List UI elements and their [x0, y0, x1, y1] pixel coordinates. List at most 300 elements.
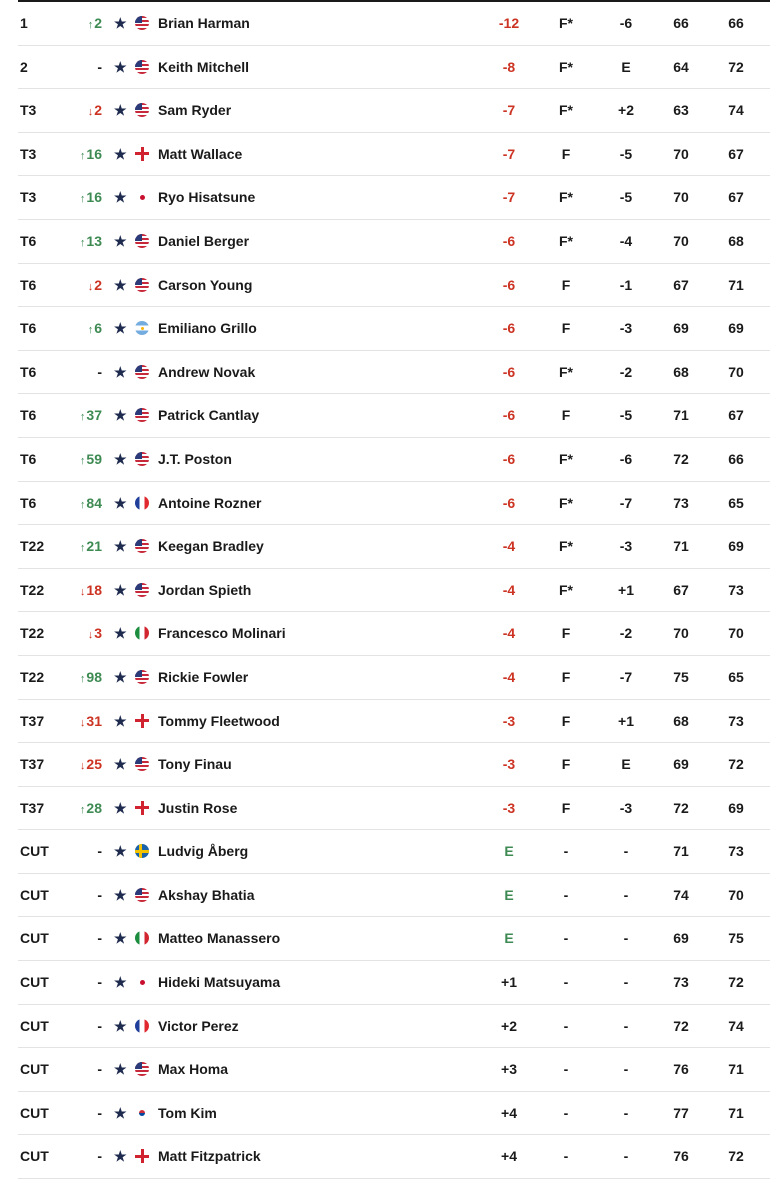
round-2-score: 71 [728, 276, 744, 293]
thru: F* [559, 494, 573, 511]
position-change [74, 874, 102, 916]
position-change [74, 830, 102, 872]
table-row[interactable] [18, 438, 770, 482]
usa-flag-icon [135, 60, 149, 74]
round-2-score: 72 [728, 756, 744, 773]
thru: F [561, 145, 571, 162]
eng-flag-icon [135, 801, 149, 815]
round-2-score: 67 [728, 407, 744, 424]
round-1-score: 75 [673, 668, 689, 685]
player-name[interactable]: Antoine Rozner [158, 494, 262, 511]
star-icon[interactable]: ★ [114, 668, 127, 685]
today-score: - [623, 974, 629, 991]
table-row[interactable] [18, 1135, 770, 1179]
position-change [74, 133, 102, 177]
table-row[interactable] [18, 394, 770, 438]
position: CUT [20, 974, 49, 991]
total-score: -4 [502, 668, 516, 685]
player-name[interactable]: Matt Fitzpatrick [158, 1148, 261, 1165]
table-row[interactable] [18, 89, 770, 133]
position-change [74, 264, 102, 308]
round-2-score: 69 [728, 799, 744, 816]
thru: F* [559, 538, 573, 555]
thru: F* [559, 232, 573, 249]
star-icon[interactable]: ★ [114, 1061, 127, 1078]
round-1-score: 71 [673, 407, 689, 424]
table-row[interactable] [18, 874, 770, 918]
round-1-score: 76 [673, 1148, 689, 1165]
position: T22 [20, 581, 45, 598]
arrow-up-icon: ↑ [79, 411, 86, 424]
jpn-flag-icon [135, 975, 149, 989]
position-change-value: - [97, 886, 102, 903]
star-icon[interactable]: ★ [114, 407, 127, 424]
leaderboard-table [18, 2, 770, 1179]
position-change [74, 525, 102, 569]
player-name[interactable]: Tommy Fleetwood [158, 712, 280, 729]
today-score: -5 [619, 145, 633, 162]
today-score: -2 [619, 363, 633, 380]
today-score: -7 [619, 494, 633, 511]
player-name[interactable]: Justin Rose [158, 799, 238, 816]
table-row[interactable] [18, 700, 770, 744]
arrow-down-icon: ↓ [79, 716, 86, 729]
today-score: - [623, 1017, 629, 1034]
round-2-score: 70 [728, 625, 744, 642]
position-change [74, 176, 102, 220]
round-2-score: 69 [728, 320, 744, 337]
star-icon[interactable]: ★ [114, 1148, 127, 1165]
today-score: -5 [619, 407, 633, 424]
position: T37 [20, 756, 45, 773]
position-change-value: 59 [86, 450, 102, 467]
round-2-score: 67 [728, 145, 744, 162]
player-name[interactable]: Brian Harman [158, 15, 250, 31]
table-row[interactable] [18, 351, 770, 395]
position-change [74, 220, 102, 264]
arrow-up-icon: ↑ [79, 542, 86, 555]
player-name[interactable]: Jordan Spieth [158, 581, 252, 598]
round-2-score: 72 [728, 974, 744, 991]
round-1-score: 68 [673, 712, 689, 729]
arrow-up-icon: ↑ [87, 324, 94, 337]
round-1-score: 72 [673, 1017, 689, 1034]
today-score: -6 [619, 450, 633, 467]
usa-flag-icon [135, 1062, 149, 1076]
star-icon[interactable]: ★ [114, 974, 127, 991]
round-1-score: 70 [673, 232, 689, 249]
arrow-up-icon: ↑ [79, 236, 86, 249]
round-2-score: 71 [728, 1104, 744, 1121]
position-change [74, 569, 102, 613]
round-2-score: 74 [728, 1017, 744, 1034]
position: T6 [20, 450, 37, 467]
today-score: -4 [619, 232, 633, 249]
position-change-value: 3 [94, 625, 102, 642]
player-name[interactable]: Hideki Matsuyama [158, 974, 281, 991]
thru: F* [559, 189, 573, 206]
table-row[interactable] [18, 569, 770, 613]
total-score: -4 [502, 538, 516, 555]
round-1-score: 68 [673, 363, 689, 380]
position: CUT [20, 1104, 49, 1121]
player-name[interactable]: Carson Young [158, 276, 253, 293]
player-name[interactable]: Patrick Cantlay [158, 407, 260, 424]
table-row[interactable] [18, 220, 770, 264]
position-change-value: - [97, 1104, 102, 1121]
position: 2 [20, 58, 28, 75]
table-row[interactable] [18, 830, 770, 874]
table-row[interactable] [18, 2, 770, 46]
round-1-score: 69 [673, 756, 689, 773]
thru: F* [559, 581, 573, 598]
round-2-score: 74 [728, 102, 744, 119]
today-score: - [623, 1061, 629, 1078]
table-row[interactable] [18, 1092, 770, 1136]
thru: F [561, 625, 571, 642]
arrow-up-icon: ↑ [79, 193, 86, 206]
table-row[interactable] [18, 656, 770, 700]
player-name[interactable]: Ludvig Åberg [158, 843, 249, 860]
thru: - [563, 1061, 569, 1078]
position: CUT [20, 886, 49, 903]
round-1-score: 67 [673, 276, 689, 293]
position-change [74, 46, 102, 88]
today-score: +1 [618, 712, 634, 729]
position: T22 [20, 538, 45, 555]
total-score: -4 [502, 581, 516, 598]
round-1-score: 64 [673, 58, 689, 75]
position-change [74, 961, 102, 1003]
star-icon[interactable]: ★ [114, 799, 127, 816]
table-row[interactable] [18, 1048, 770, 1092]
total-score: E [504, 930, 514, 947]
today-score: - [623, 886, 629, 903]
position: CUT [20, 1061, 49, 1078]
position: CUT [20, 1017, 49, 1034]
total-score: +2 [501, 1017, 517, 1034]
today-score: -7 [619, 668, 633, 685]
today-score: - [623, 1104, 629, 1121]
fra-flag-icon [135, 496, 149, 510]
position: CUT [20, 1148, 49, 1165]
round-1-score: 69 [673, 930, 689, 947]
total-score: -3 [502, 756, 516, 773]
total-score: E [504, 843, 514, 860]
today-score: +2 [618, 102, 634, 119]
total-score: -3 [502, 799, 516, 816]
position-change [74, 89, 102, 133]
position: T3 [20, 102, 37, 119]
arrow-up-icon: ↑ [79, 672, 86, 685]
star-icon[interactable]: ★ [114, 625, 127, 642]
total-score: -6 [502, 494, 516, 511]
player-name[interactable]: Rickie Fowler [158, 668, 249, 685]
player-name[interactable]: Tony Finau [158, 756, 232, 773]
round-1-score: 70 [673, 625, 689, 642]
position-change-value: 2 [94, 276, 102, 293]
position-change [74, 438, 102, 482]
star-icon[interactable]: ★ [114, 843, 127, 860]
position-change-value: 6 [94, 320, 102, 337]
eng-flag-icon [135, 147, 149, 161]
total-score: -6 [502, 363, 516, 380]
player-name[interactable]: Daniel Berger [158, 232, 250, 249]
today-score: E [621, 58, 631, 75]
table-row[interactable] [18, 133, 770, 177]
today-score: -1 [619, 276, 633, 293]
player-name[interactable]: Matteo Manassero [158, 930, 281, 947]
thru: - [563, 886, 569, 903]
table-row[interactable] [18, 264, 770, 308]
today-score: -5 [619, 189, 633, 206]
round-2-score: 69 [728, 538, 744, 555]
star-icon[interactable]: ★ [114, 930, 127, 947]
star-icon[interactable]: ★ [114, 102, 127, 119]
thru: - [563, 1104, 569, 1121]
total-score: E [504, 886, 514, 903]
table-row[interactable] [18, 743, 770, 787]
round-2-score: 73 [728, 581, 744, 598]
position-change-value: 28 [86, 799, 102, 816]
eng-flag-icon [135, 714, 149, 728]
position-change-value: - [97, 930, 102, 947]
position-change-value: - [97, 363, 102, 380]
table-row[interactable] [18, 787, 770, 831]
position-change [74, 351, 102, 393]
round-1-score: 67 [673, 581, 689, 598]
total-score: +3 [501, 1061, 517, 1078]
thru: - [563, 930, 569, 947]
position-change [74, 917, 102, 959]
star-icon[interactable]: ★ [114, 450, 127, 467]
position-change-value: 2 [94, 15, 102, 31]
star-icon[interactable]: ★ [114, 363, 127, 380]
usa-flag-icon [135, 234, 149, 248]
player-name[interactable]: Francesco Molinari [158, 625, 286, 642]
star-icon[interactable]: ★ [114, 756, 127, 773]
ita-flag-icon [135, 931, 149, 945]
player-name[interactable]: Akshay Bhatia [158, 886, 255, 903]
position: T6 [20, 276, 37, 293]
thru: - [563, 843, 569, 860]
round-1-score: 71 [673, 843, 689, 860]
total-score: -6 [502, 276, 516, 293]
player-name[interactable]: Sam Ryder [158, 102, 232, 119]
star-icon[interactable]: ★ [114, 15, 127, 31]
round-2-score: 65 [728, 494, 744, 511]
total-score: -4 [502, 625, 516, 642]
table-row[interactable] [18, 482, 770, 526]
round-1-score: 71 [673, 538, 689, 555]
thru: F* [559, 58, 573, 75]
player-name[interactable]: Andrew Novak [158, 363, 256, 380]
round-2-score: 72 [728, 1148, 744, 1165]
position: T37 [20, 712, 45, 729]
thru: F* [559, 450, 573, 467]
player-name[interactable]: Emiliano Grillo [158, 320, 257, 337]
usa-flag-icon [135, 888, 149, 902]
star-icon[interactable]: ★ [114, 886, 127, 903]
player-name[interactable]: Ryo Hisatsune [158, 189, 256, 206]
usa-flag-icon [135, 670, 149, 684]
total-score: -6 [502, 232, 516, 249]
position-change [74, 1005, 102, 1047]
round-2-score: 66 [728, 450, 744, 467]
position: T22 [20, 668, 45, 685]
table-row[interactable] [18, 46, 770, 90]
kor-flag-icon [135, 1106, 149, 1120]
arrow-down-icon: ↓ [87, 629, 94, 642]
star-icon[interactable]: ★ [114, 712, 127, 729]
table-row[interactable] [18, 612, 770, 656]
star-icon[interactable]: ★ [114, 538, 127, 555]
round-1-score: 72 [673, 799, 689, 816]
round-2-score: 70 [728, 363, 744, 380]
round-2-score: 73 [728, 843, 744, 860]
star-icon[interactable]: ★ [114, 320, 127, 337]
star-icon[interactable]: ★ [114, 581, 127, 598]
usa-flag-icon [135, 103, 149, 117]
table-row[interactable] [18, 176, 770, 220]
round-1-score: 77 [673, 1104, 689, 1121]
round-2-score: 71 [728, 1061, 744, 1078]
usa-flag-icon [135, 408, 149, 422]
usa-flag-icon [135, 539, 149, 553]
arrow-up-icon: ↑ [79, 454, 86, 467]
round-2-score: 70 [728, 886, 744, 903]
thru: F [561, 756, 571, 773]
total-score: -6 [502, 320, 516, 337]
round-2-score: 68 [728, 232, 744, 249]
round-1-score: 74 [673, 886, 689, 903]
player-name[interactable]: Keegan Bradley [158, 538, 264, 555]
player-name[interactable]: Max Homa [158, 1061, 229, 1078]
star-icon[interactable]: ★ [114, 1017, 127, 1034]
usa-flag-icon [135, 757, 149, 771]
thru: F [561, 712, 571, 729]
total-score: -7 [502, 145, 516, 162]
position-change-value: - [97, 1148, 102, 1165]
arrow-down-icon: ↓ [79, 760, 86, 773]
usa-flag-icon [135, 16, 149, 30]
swe-flag-icon [135, 844, 149, 858]
round-2-score: 66 [728, 15, 744, 31]
star-icon[interactable]: ★ [114, 189, 127, 206]
position-change-value: - [97, 1061, 102, 1078]
player-name[interactable]: Tom Kim [158, 1104, 217, 1121]
table-row[interactable] [18, 307, 770, 351]
today-score: -3 [619, 799, 633, 816]
table-row[interactable] [18, 961, 770, 1005]
thru: F* [559, 15, 573, 31]
position-change-value: - [97, 58, 102, 75]
today-score: E [621, 756, 631, 773]
position-change [74, 612, 102, 656]
thru: - [563, 974, 569, 991]
position-change [74, 482, 102, 526]
star-icon[interactable]: ★ [114, 494, 127, 511]
position: T6 [20, 494, 37, 511]
position-change [74, 2, 102, 46]
position-change [74, 1135, 102, 1177]
star-icon[interactable]: ★ [114, 232, 127, 249]
position: T6 [20, 407, 37, 424]
player-name[interactable]: J.T. Poston [158, 450, 232, 467]
thru: - [563, 1148, 569, 1165]
position-change-value: 16 [86, 189, 102, 206]
round-1-score: 70 [673, 145, 689, 162]
today-score: -3 [619, 538, 633, 555]
round-1-score: 63 [673, 102, 689, 119]
round-2-score: 65 [728, 668, 744, 685]
today-score: -6 [619, 15, 633, 31]
star-icon[interactable]: ★ [114, 276, 127, 293]
arrow-up-icon: ↑ [79, 498, 86, 511]
thru: F* [559, 102, 573, 119]
position-change [74, 656, 102, 700]
thru: - [563, 1017, 569, 1034]
total-score: +4 [501, 1104, 517, 1121]
star-icon[interactable]: ★ [114, 58, 127, 75]
arrow-up-icon: ↑ [87, 19, 94, 31]
arrow-down-icon: ↓ [87, 280, 94, 293]
round-1-score: 73 [673, 974, 689, 991]
player-name[interactable]: Victor Perez [158, 1017, 239, 1034]
today-score: -3 [619, 320, 633, 337]
round-1-score: 70 [673, 189, 689, 206]
jpn-flag-icon [135, 190, 149, 204]
position: CUT [20, 930, 49, 947]
position: T6 [20, 232, 37, 249]
position-change-value: 2 [94, 102, 102, 119]
position: T3 [20, 145, 37, 162]
position-change [74, 743, 102, 787]
table-row[interactable] [18, 525, 770, 569]
position: T6 [20, 363, 37, 380]
total-score: -6 [502, 407, 516, 424]
position-change [74, 787, 102, 831]
star-icon[interactable]: ★ [114, 1104, 127, 1121]
star-icon[interactable]: ★ [114, 145, 127, 162]
position-change-value: 98 [86, 668, 102, 685]
position-change-value: - [97, 974, 102, 991]
position-change-value: 18 [86, 581, 102, 598]
position: 1 [20, 15, 28, 31]
position: T37 [20, 799, 45, 816]
round-2-score: 75 [728, 930, 744, 947]
round-1-score: 69 [673, 320, 689, 337]
total-score: -7 [502, 189, 516, 206]
table-row[interactable] [18, 1005, 770, 1049]
player-name[interactable]: Keith Mitchell [158, 58, 250, 75]
today-score: - [623, 1148, 629, 1165]
total-score: -12 [498, 15, 520, 31]
round-2-score: 73 [728, 712, 744, 729]
position-change-value: 25 [86, 756, 102, 773]
table-row[interactable] [18, 917, 770, 961]
position-change [74, 1048, 102, 1090]
player-name[interactable]: Matt Wallace [158, 145, 243, 162]
thru: F [561, 320, 571, 337]
total-score: +4 [501, 1148, 517, 1165]
arrow-down-icon: ↓ [79, 585, 86, 598]
arg-flag-icon [135, 321, 149, 335]
position: CUT [20, 843, 49, 860]
position-change-value: 21 [86, 538, 102, 555]
usa-flag-icon [135, 452, 149, 466]
position-change [74, 394, 102, 438]
